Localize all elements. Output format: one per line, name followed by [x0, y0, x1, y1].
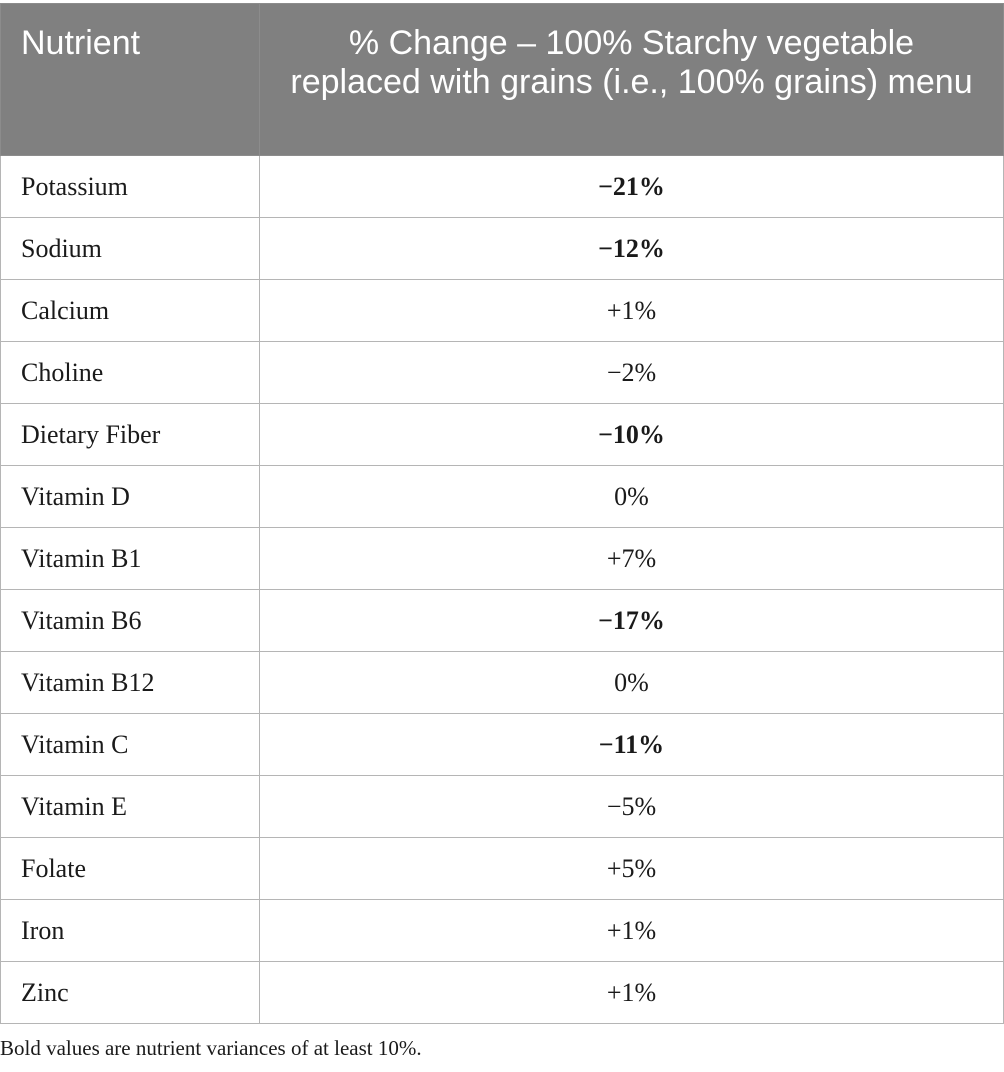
percent-change-cell: 0% — [260, 466, 1004, 528]
nutrient-name-cell: Folate — [1, 838, 260, 900]
table-row — [1, 900, 1004, 962]
table-body — [1, 156, 1004, 1024]
percent-change-cell: +7% — [260, 528, 1004, 590]
percent-change-cell: +1% — [260, 280, 1004, 342]
percent-change-cell: −5% — [260, 776, 1004, 838]
table-row — [1, 652, 1004, 714]
percent-change-cell: −12% — [260, 218, 1004, 280]
percent-change-cell: −21% — [260, 156, 1004, 218]
nutrient-name-cell: Vitamin B12 — [1, 652, 260, 714]
percent-change-cell: 0% — [260, 652, 1004, 714]
table-row — [1, 714, 1004, 776]
table-header — [1, 4, 1004, 156]
nutrient-name-cell: Calcium — [1, 280, 260, 342]
percent-change-cell: −2% — [260, 342, 1004, 404]
column-header-nutrient: Nutrient — [1, 4, 260, 156]
table-row — [1, 466, 1004, 528]
table-row — [1, 280, 1004, 342]
nutrient-change-table — [0, 3, 1004, 1024]
nutrient-name-cell: Iron — [1, 900, 260, 962]
percent-change-cell: −10% — [260, 404, 1004, 466]
header-row — [1, 4, 1004, 156]
nutrient-name-cell: Choline — [1, 342, 260, 404]
table-row — [1, 342, 1004, 404]
table-row — [1, 156, 1004, 218]
nutrient-name-cell: Vitamin B1 — [1, 528, 260, 590]
percent-change-cell: +1% — [260, 900, 1004, 962]
table-row — [1, 590, 1004, 652]
nutrient-name-cell: Potassium — [1, 156, 260, 218]
table-row — [1, 404, 1004, 466]
nutrient-name-cell: Vitamin E — [1, 776, 260, 838]
table-row — [1, 528, 1004, 590]
nutrient-name-cell: Sodium — [1, 218, 260, 280]
percent-change-cell: +5% — [260, 838, 1004, 900]
nutrient-table-container — [0, 3, 1003, 1024]
nutrient-name-cell: Zinc — [1, 962, 260, 1024]
nutrient-name-cell: Vitamin B6 — [1, 590, 260, 652]
table-row — [1, 218, 1004, 280]
table-row — [1, 776, 1004, 838]
table-footnote: Bold values are nutrient variances of at least 10%. — [0, 1036, 422, 1060]
nutrient-name-cell: Vitamin C — [1, 714, 260, 776]
percent-change-cell: +1% — [260, 962, 1004, 1024]
percent-change-cell: −17% — [260, 590, 1004, 652]
table-row — [1, 962, 1004, 1024]
column-header-percent-change: % Change – 100% Starchy vegetable replaced with grains (i.e., 100% grains) menu — [260, 4, 1004, 156]
table-row — [1, 838, 1004, 900]
percent-change-cell: −11% — [260, 714, 1004, 776]
nutrient-name-cell: Dietary Fiber — [1, 404, 260, 466]
nutrient-name-cell: Vitamin D — [1, 466, 260, 528]
